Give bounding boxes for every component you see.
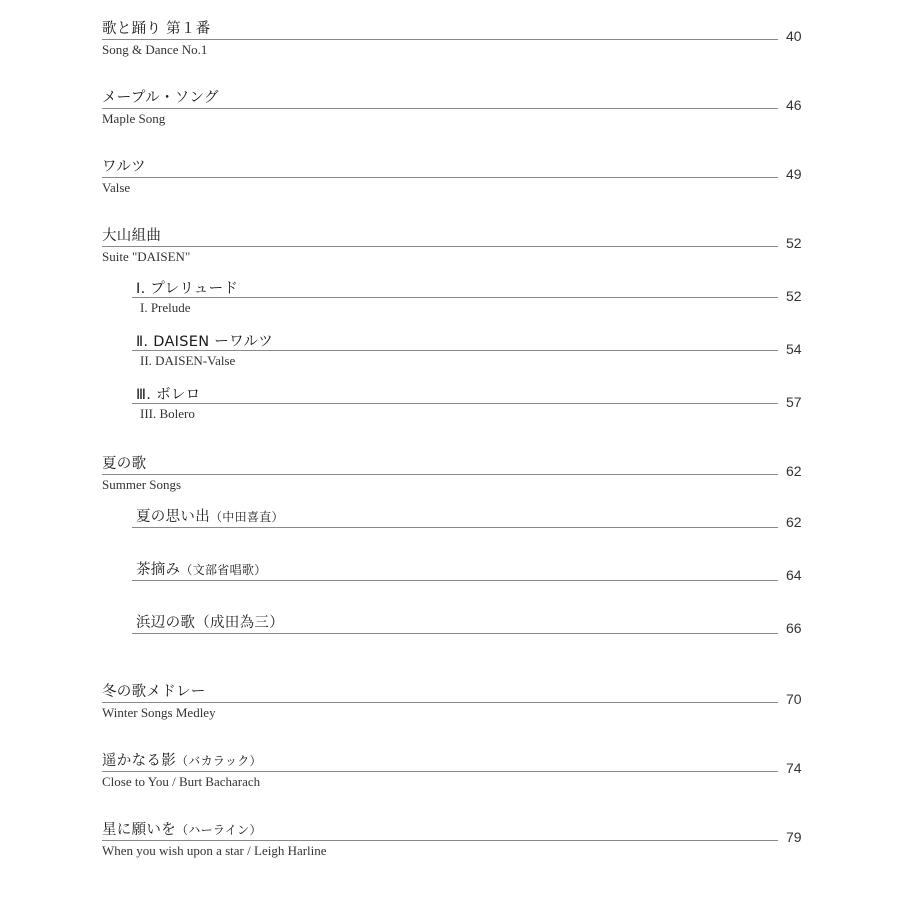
leader-rule [102, 771, 778, 772]
toc-entry-prelude[interactable] [0, 280, 920, 340]
toc-entry-song-dance[interactable] [0, 20, 920, 80]
page-number: 62 [786, 514, 802, 530]
entry-title-en: When you wish upon a star / Leigh Harline [102, 843, 327, 858]
entry-title-ja: 茶摘み（文部省唱歌） [136, 562, 267, 578]
leader-rule [102, 177, 778, 178]
leader-rule [102, 840, 778, 841]
page-number: 70 [786, 691, 802, 707]
toc-entry-chatsumi[interactable] [0, 561, 920, 621]
composer-note: （文部省唱歌） [180, 563, 267, 577]
page-number: 52 [786, 235, 802, 251]
page-number: 79 [786, 829, 802, 845]
entry-title-en: I. Prelude [140, 300, 191, 315]
composer-note: （バカラック） [176, 754, 262, 768]
toc-entry-close-to-you[interactable] [0, 752, 920, 812]
entry-title-ja: Ⅲ. ボレロ [136, 387, 201, 403]
leader-rule [132, 403, 778, 404]
entry-title-ja: Ⅰ. プレリュード [136, 281, 239, 297]
entry-title-en: Suite "DAISEN" [102, 249, 191, 264]
entry-title-en: Valse [102, 180, 131, 195]
page-number: 49 [786, 166, 802, 182]
entry-title-ja: メープル・ソング [102, 90, 219, 106]
leader-rule [102, 474, 778, 475]
entry-title-ja: 遥かなる影（バカラック） [102, 753, 262, 769]
entry-title-en: Close to You / Burt Bacharach [102, 774, 261, 789]
entry-title-ja: 浜辺の歌（成田為三） [136, 615, 284, 631]
leader-rule [132, 633, 778, 634]
entry-title-ja: 星に願いを（ハーライン） [102, 822, 262, 838]
entry-title-en: II. DAISEN-Valse [140, 353, 236, 368]
page-number: 57 [786, 394, 802, 410]
toc-entry-hamabe-no-uta[interactable] [0, 614, 920, 674]
composer-note: （中田喜直） [210, 510, 284, 524]
page-number: 66 [786, 620, 802, 636]
toc-entry-wish-upon-a-star[interactable] [0, 821, 920, 881]
page-number: 62 [786, 463, 802, 479]
page-number: 40 [786, 28, 802, 44]
toc-entry-winter-medley[interactable] [0, 683, 920, 743]
entry-title-en: Song & Dance No.1 [102, 42, 208, 57]
toc-entry-valse[interactable] [0, 158, 920, 218]
leader-rule [102, 39, 778, 40]
toc-entry-natsu-no-omoide[interactable] [0, 508, 920, 568]
toc-entry-daisen-valse[interactable] [0, 333, 920, 393]
composer-note: （ハーライン） [176, 823, 262, 837]
entry-title-ja: 冬の歌メドレー [102, 684, 206, 700]
page-number: 46 [786, 97, 802, 113]
toc-entry-maple-song[interactable] [0, 89, 920, 149]
entry-title-ja: 夏の歌 [102, 456, 147, 472]
entry-title-en: III. Bolero [140, 406, 195, 421]
leader-rule [102, 246, 778, 247]
entry-title-ja: 夏の思い出（中田喜直） [136, 509, 284, 525]
leader-rule [132, 580, 778, 581]
page-number: 54 [786, 341, 802, 357]
entry-title-en: Winter Songs Medley [102, 705, 216, 720]
entry-title-ja: 歌と踊り 第１番 [102, 21, 211, 37]
page-number: 64 [786, 567, 802, 583]
page-number: 74 [786, 760, 802, 776]
leader-rule [102, 702, 778, 703]
leader-rule [132, 527, 778, 528]
entry-title-en: Maple Song [102, 111, 166, 126]
entry-title-ja: 大山組曲 [102, 228, 162, 244]
leader-rule [132, 350, 778, 351]
leader-rule [102, 108, 778, 109]
toc-entry-daisen-suite[interactable] [0, 227, 920, 287]
entry-title-ja: ワルツ [102, 159, 146, 175]
toc-entry-bolero[interactable] [0, 386, 920, 446]
leader-rule [132, 297, 778, 298]
entry-title-en: Summer Songs [102, 477, 182, 492]
entry-title-ja: Ⅱ. DAISEN ーワルツ [136, 334, 274, 350]
toc-entry-summer-songs[interactable] [0, 455, 920, 515]
page-number: 52 [786, 288, 802, 304]
